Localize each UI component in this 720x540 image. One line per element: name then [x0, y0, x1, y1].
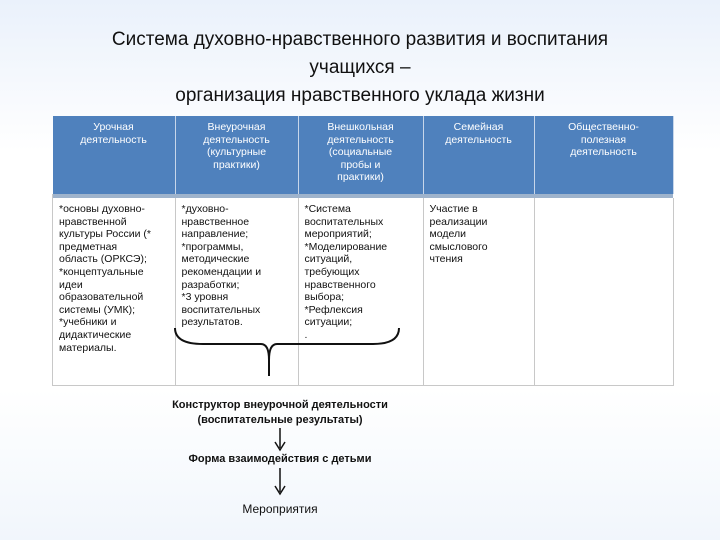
cell-line: культуры России (* [59, 228, 151, 241]
header-line: полезная [580, 133, 627, 146]
cell-line: ситуации; [304, 316, 353, 329]
cell-line: *духовно- [181, 203, 229, 215]
cell-line: дидактические [59, 328, 132, 341]
cell-line: нравственного [304, 278, 376, 291]
cell-line: результатов. [181, 316, 243, 329]
cell-line: нравственное [181, 215, 250, 228]
header-line: Урочная [93, 121, 134, 133]
header-line: практики) [213, 158, 260, 171]
cell-line: *3 уровня [181, 291, 229, 304]
constructor-title: Конструктор внеурочной деятельности [172, 399, 388, 411]
header-line: практики) [337, 171, 384, 184]
cell-lesson-activity [53, 198, 176, 386]
header-line: деятельность [80, 133, 147, 146]
cell-line: выбора; [304, 291, 345, 304]
cell-line: образовательной [59, 291, 144, 304]
cell-line: методические [181, 253, 250, 266]
header-line: Внеурочная [207, 121, 266, 133]
header-line: деятельность [445, 133, 512, 146]
cell-line: *основы духовно- [59, 203, 145, 215]
arrow-down-icon [270, 428, 290, 452]
cell-line: *Моделирование [304, 240, 388, 253]
cell-family-activity [423, 198, 534, 386]
header-line: деятельность [327, 133, 394, 146]
events-label: Мероприятия [242, 502, 318, 516]
cell-line: реализации [429, 215, 488, 228]
cell-socially-useful-activity [534, 198, 673, 386]
cell-line: *Система [304, 203, 351, 215]
cell-line: воспитательных [181, 303, 261, 316]
cell-line: смыслового [429, 240, 488, 253]
header-line: (социальные [328, 146, 393, 159]
header-line: Общественно- [568, 121, 639, 133]
header-out-of-school-activity [298, 116, 423, 194]
table-header-row [53, 116, 674, 194]
slide-title [40, 26, 680, 110]
header-socially-useful-activity [534, 116, 673, 194]
cell-line: предметная [59, 240, 118, 253]
header-lesson-activity [53, 116, 176, 194]
cell-line: ситуаций, [304, 253, 353, 266]
title-line-2: учащихся – [309, 57, 411, 78]
cell-line: модели [429, 228, 466, 241]
constructor-block [150, 398, 410, 428]
cell-line: *Рефлексия [304, 303, 363, 316]
cell-line: нравственной [59, 215, 127, 228]
header-line: деятельность [570, 146, 637, 159]
cell-line: *программы, [181, 240, 244, 253]
title-line-1: Система духовно-нравственного развития и воспитания [111, 29, 609, 50]
interaction-form: Форма взаимодействия с детьми [188, 453, 372, 465]
cell-line: . [304, 328, 308, 341]
cell-line: *учебники и [59, 316, 117, 329]
header-line: Семейная [453, 121, 504, 133]
header-family-activity [423, 116, 534, 194]
cell-line: *концептуальные [59, 265, 144, 278]
cell-line: материалы. [59, 341, 117, 354]
header-line: (культурные [206, 146, 267, 159]
cell-line: чтения [429, 253, 463, 266]
header-extracurricular-activity [175, 116, 298, 194]
cell-line: идеи [59, 278, 83, 291]
arrow-down-icon [270, 468, 290, 496]
header-line: Внешкольная [327, 121, 394, 133]
title-line-3: организация нравственного уклада жизни [175, 85, 545, 106]
cell-line: требующих [304, 265, 360, 278]
cell-line: направление; [181, 228, 249, 241]
cell-line: рекомендации и [181, 265, 262, 278]
cell-line: мероприятий; [304, 228, 372, 241]
constructor-subtitle: (воспитательные результаты) [197, 414, 363, 426]
cell-line: область (ОРКСЭ); [59, 253, 147, 266]
cell-line: Участие в [429, 203, 478, 215]
header-line: пробы и [340, 158, 381, 171]
cell-line: системы (УМК); [59, 303, 136, 316]
cell-line: воспитательных [304, 215, 384, 228]
cell-line: разработки; [181, 278, 240, 291]
header-line: деятельность [203, 133, 270, 146]
curly-bracket [173, 318, 403, 378]
